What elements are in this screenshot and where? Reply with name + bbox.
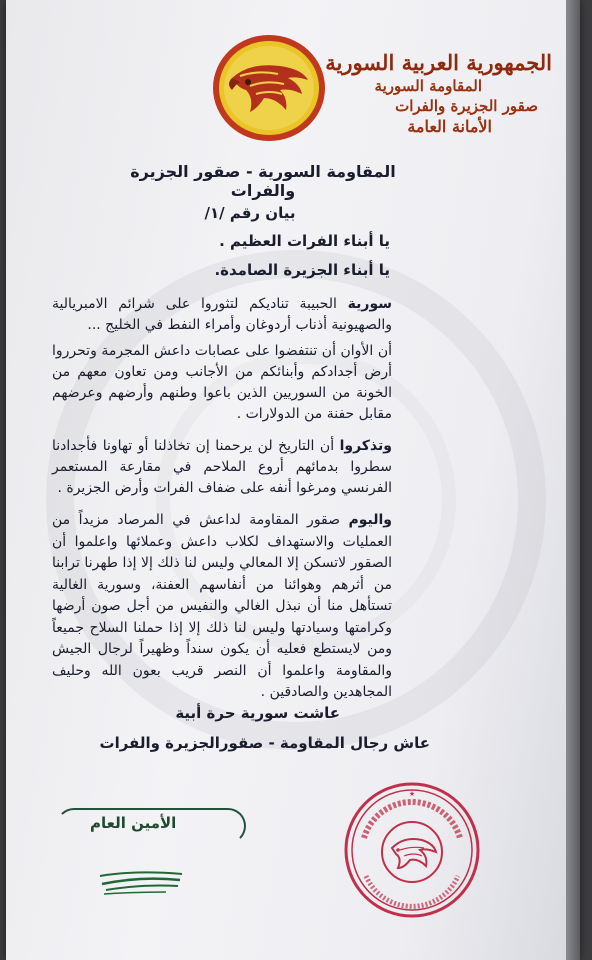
paragraph-2 [52,341,392,425]
letterhead [312,50,552,138]
letterhead-secretariat: الأمانة العامة [407,117,492,136]
page-edge-shadow [566,0,580,960]
salutation-euphrates: يا أبناء الفرات العظيم . [219,232,390,250]
paragraph-1-lead: سورية [347,296,392,312]
paragraph-4-lead: واليوم [348,512,392,528]
paragraph-1 [52,294,392,336]
eagle-logo-icon [210,32,328,144]
letterhead-org: المقاومة السورية [374,77,482,95]
document-page [6,0,580,960]
paragraph-2-text: أن الأوان أن تنتفضوا على عصابات داعش المجرمة وتحرروا أرض أجدادكم وأبنائكم من الأجانب ومن تعاون معهم من الخونة من السوريين الذين باعوا وطنهم وأرضهم وعرضهم مقابل حفنة من الدولارات . [52,343,392,422]
letterhead-country: الجمهورية العربية السورية [325,50,552,75]
document-heading: المقاومة السورية - صقور الجزيرة والفرات [130,162,396,200]
paragraph-3-text: أن التاريخ لن يرحمنا إن تخاذلنا أو تهاونا فأجدادنا سطروا بدمائهم أروع الملاحم في مقارعة المستعمر الفرنسي ومرغوا أنفه على ضفاف الفرات وأرض الجزيرة . [52,438,392,496]
paragraph-3 [52,436,392,499]
statement-number: بيان رقم /١/ [204,204,296,222]
paragraph-4 [52,510,392,704]
svg-text:★: ★ [408,790,416,798]
letterhead-group: صقور الجزيرة والفرات [395,97,538,115]
paragraph-1-text: الحبيبة تناديكم لتثوروا على شرائم الامبريالية والصهيونية أذناب أردوغان وأمراء النفط في الخليج ... [52,296,392,333]
closing-line-2: عاش رجال المقاومة - صقورالجزيرة والفرات [99,734,430,752]
signature-title: الأمين العام [90,814,177,832]
paragraph-3-lead: وتذكروا [339,438,392,454]
closing-line-1: عاشت سورية حرة أبية [175,704,340,722]
signature-scribble-icon [96,862,186,902]
salutation-jazira: يا أبناء الجزيرة الصامدة. [214,261,390,279]
paragraph-4-text: صقور المقاومة لداعش في المرصاد مزيداً من العمليات والاستهداف لكلاب داعش وعملائها واعلموا أن الصقور لاتسكن إلا المعالي وليس لنا ذلك إلا إذا طهرنا ترابنا من أثرهم وهوائنا من أنفاسهم العفنة، وسورية الغالية تستأهل منا أن نبذل الغالي والنفيس من أجل صون أرضها وكرامتها وسيادتها وليس لنا ذلك إلا إذا حملنا السلاح جميعاً ومن لايستطع فعليه أن يكون سنداً وظهيراً لرجال الجيش والمقاومة واعلموا أن النصر قريب بعون الله وحليف المجاهدين والصادقين . [52,512,392,700]
official-stamp-icon [342,780,482,920]
